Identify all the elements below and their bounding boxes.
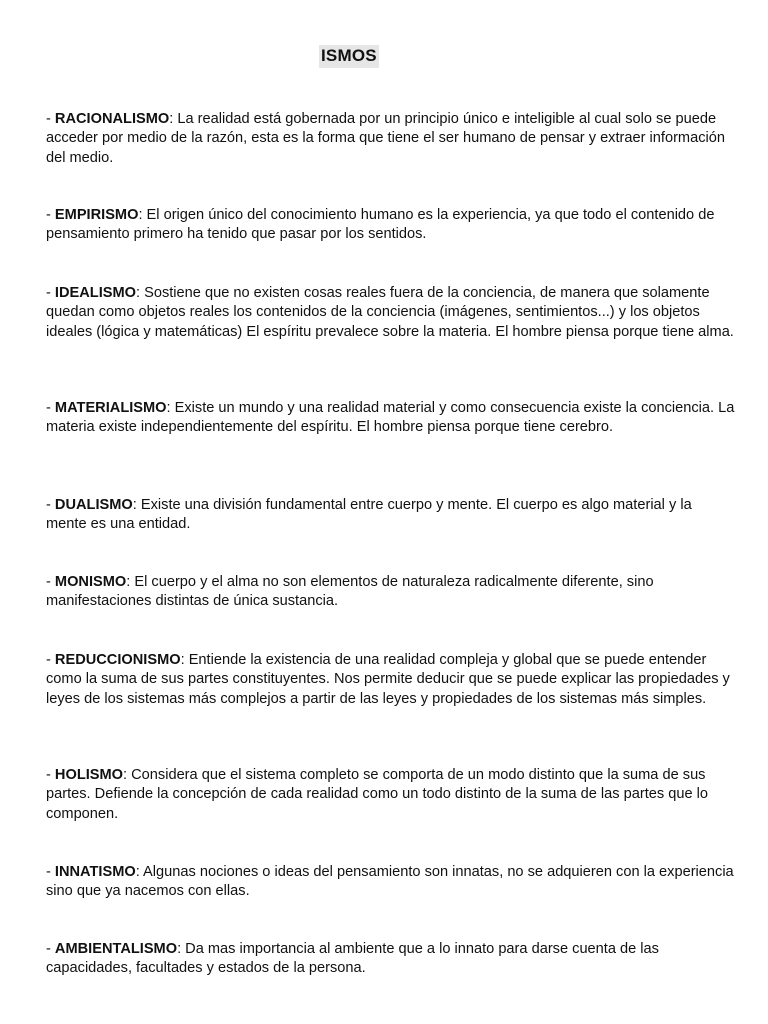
entry-definition: : Entiende la existencia de una realidad compleja y global que se puede entender como la suma de sus partes constituyentes. Nos permite deducir que se puede explicar las propiedades y leyes de los sistemas más complejos a partir de las leyes y propiedades de los sistemas más simples. [46, 652, 730, 707]
entry-dualismo [46, 496, 736, 535]
entry-prefix: - [46, 574, 55, 590]
entry-term: RACIONALISMO [54, 111, 170, 127]
entry-definition: : La realidad está gobernada por un principio único e inteligible al cual solo se puede acceder por medio de la razón, esta es la forma que tiene el ser humano de pensar y extraer información del medio. [46, 111, 725, 166]
entry-empirismo [46, 206, 736, 245]
entry-prefix: - [46, 400, 55, 416]
entry-prefix: - [46, 864, 55, 880]
entry-term: MONISMO [54, 574, 127, 590]
entry-definition: : Existe un mundo y una realidad material y como consecuencia existe la conciencia. La materia existe independientemente del espíritu. El hombre piensa porque tiene cerebro. [46, 400, 735, 436]
entry-term: EMPIRISMO [54, 207, 139, 223]
entry-materialismo [46, 399, 736, 438]
entry-prefix: - [46, 285, 55, 301]
entry-prefix: - [46, 111, 55, 127]
entry-term: INNATISMO [54, 864, 136, 880]
entry-prefix: - [46, 652, 55, 668]
entry-term: HOLISMO [54, 767, 124, 783]
entry-definition: : Da mas importancia al ambiente que a lo innato para darse cuenta de las capacidades, facultades y estados de la persona. [46, 941, 659, 977]
entry-term: MATERIALISMO [54, 400, 167, 416]
entry-innatismo [46, 863, 736, 902]
entry-definition: : Existe una división fundamental entre cuerpo y mente. El cuerpo es algo material y la mente es una entidad. [46, 497, 692, 533]
entry-term: REDUCCIONISMO [54, 652, 181, 668]
entry-term: IDEALISMO [54, 285, 136, 301]
entry-term: AMBIENTALISMO [54, 941, 178, 957]
entry-reduccionismo [46, 651, 736, 709]
entry-ambientalismo [46, 940, 736, 979]
entry-definition: : Considera que el sistema completo se comporta de un modo distinto que la suma de sus partes. Defiende la concepción de cada realidad como un todo distinto de la suma de las partes que lo componen. [46, 767, 709, 822]
entry-term: DUALISMO [54, 497, 133, 513]
entry-definition: : El origen único del conocimiento humano es la experiencia, ya que todo el contenido de pensamiento primero ha tenido que pasar por los sentidos. [46, 207, 715, 243]
entry-definition: : Algunas nociones o ideas del pensamiento son innatas, no se adquieren con la experiencia sino que ya nacemos con ellas. [46, 864, 734, 900]
entry-idealismo [46, 284, 736, 342]
entry-definition: : El cuerpo y el alma no son elementos de naturaleza radicalmente diferente, sino manifestaciones distintas de única sustancia. [46, 574, 654, 610]
entry-prefix: - [46, 497, 55, 513]
entry-holismo [46, 766, 736, 824]
entry-definition: : Sostiene que no existen cosas reales fuera de la conciencia, de manera que solamente quedan como objetos reales los contenidos de la conciencia (imágenes, sentimientos...) y los objetos ideales (lógica y matemáticas) El espíritu prevalece sobre la materia. El hombre piensa porque tiene alma. [46, 285, 734, 340]
entry-racionalismo [46, 110, 736, 168]
entry-monismo [46, 573, 736, 612]
entry-prefix: - [46, 941, 55, 957]
entry-prefix: - [46, 767, 55, 783]
entry-prefix: - [46, 207, 55, 223]
document-title: ISMOS [319, 45, 379, 68]
